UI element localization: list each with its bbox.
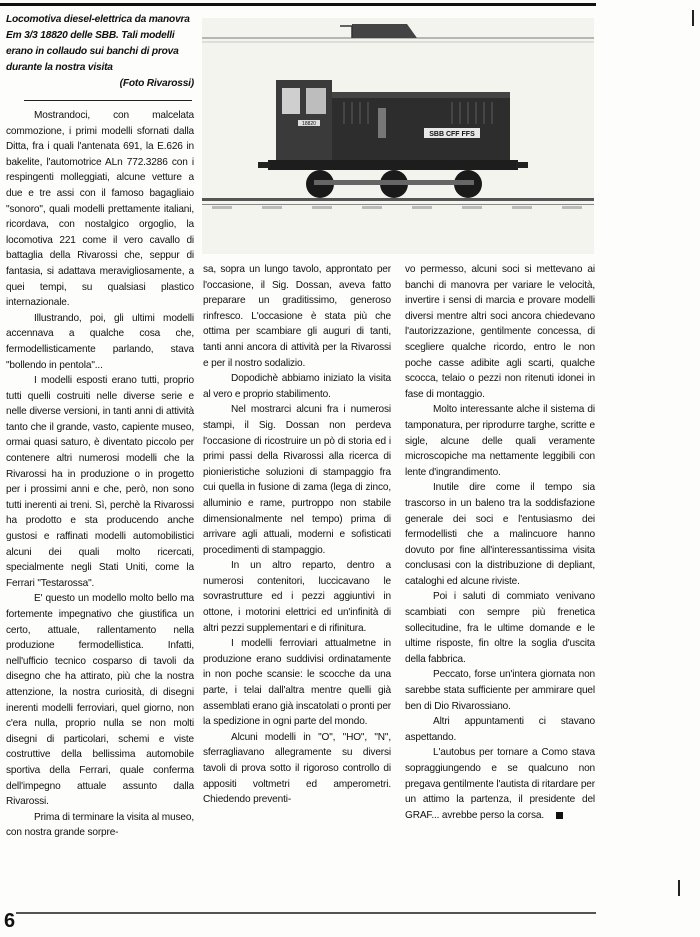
paragraph: Alcuni modelli in "O", "HO", "N", sferragliavano allegramente su diversi tavoli di prova sotto il rigoroso controllo di appositi voltmetri ed amperometri. Chiedendo preventi-: [203, 731, 391, 806]
page-number: 6: [4, 910, 16, 932]
paragraph: Prima di terminare la visita al museo, con nostra grande sorpre-: [6, 811, 194, 839]
paragraph: sa, sopra un lungo tavolo, approntato per l'occasione, il Sig. Dossan, aveva fatto preparare un graditissimo, generoso rinfresco. L'occasione è stata più che ottima per scambiare gli auguri di tanti, tanti anni ancora di attività per la Rivarossi e per il nostro sodalizio.: [203, 264, 391, 369]
paragraph: I modelli ferroviari attualmetne in produzione erano suddivisi ordinatamente in non poche scansie: le scocche da una parte, i telai dall'altra mentre quelli già assemblati erano già inscatolati o pronti per la spedizione in ogni parte del mondo.: [203, 638, 391, 728]
end-of-article-mark: [556, 812, 563, 819]
paragraph: Nel mostrarci alcuni fra i numerosi stampi, il Sig. Dossan non perdeva l'occasione di ricostruire un pò di storia ed i primi passi della Rivarossi alla ricerca di pionieristiche soluzioni di stampaggio fra cui quella in fusione di zama (lega di zinco, alluminio e rame, purtroppo non stabile dimensionalmente nel tempo) prima di arrivare agli attuali, moderni e sofisticati procedimenti di stampaggio.: [203, 404, 391, 556]
paragraph: E' questo un modello molto bello ma fortemente impegnativo che giustifica un certo, attuale, rallentamento nella produzione fermodellistica. Infatti, nell'ufficio tecnico cosparso di tavoli da disegno che ha attirato, più che la nostra attenzione, la nostra curiosità, di disegni inerenti modelli ferroviari, quel giorno, non c'era nulla, proprio nulla se non molti disegni di particolari, schemi e viste costruttive della bellissima automobile sportiva della Ferrari, quale conferma dell'impegno attuale assunto dalla Rivarossi.: [6, 593, 194, 808]
paragraph: Dopodichè abbiamo iniziato la visita al vero e proprio stabilimento.: [203, 373, 391, 400]
locomotive-photo: [202, 18, 594, 254]
text-column-1: [6, 108, 194, 841]
top-rule: [0, 3, 596, 6]
paragraph: In un altro reparto, dentro a numerosi contenitori, luccicavano le sovrastrutture ed i pezzi aggiuntivi in ottone, i motorini elettrici ed un'infinità di altri pezzi supplementari e di rifinitura.: [203, 560, 391, 634]
paragraph: vo permesso, alcuni soci si mettevano ai banchi di manovra per variare le velocità, invertire i sensi di marcia e provare modelli diversi mentre altri soci ancora chiedevano l'autorizzazione, gentilmente concessa, di scegliere qualche ricordo, entro le non poche casse adibite agli scarti, qualche scocca, telaio o pezzi non ritenuti idonei in fase di montaggio.: [405, 264, 595, 400]
text-column-2: [203, 262, 391, 808]
scan-edge-mark: [692, 10, 694, 26]
paragraph: Illustrando, poi, gli ultimi modelli accennava a qualche cosa che, fermodellisticamente parlando, stava "bollendo in pentola"...: [6, 312, 194, 371]
caption-text: Locomotiva diesel-elettrica da manovra Em 3/3 18820 delle SBB. Tali modelli erano in collaudo sui banchi di prova durante la nostra visita: [6, 14, 190, 73]
paragraph-text: L'autobus per tornare a Como stava sopraggiungendo e se qualcuno non pregava gentilmente l'autista di ritardare per un attimo la partenza, il presidente del GRAF... avrebbe perso la corsa.: [405, 747, 595, 821]
locomotive-illustration: [202, 18, 594, 254]
paragraph: Altri appuntamenti ci stavano aspettando.: [405, 716, 595, 743]
side-lettering: SBB CFF FFS: [429, 131, 475, 138]
paragraph: Poi i saluti di commiato venivano scambiati con sempre più frenetica sollecitudine, fra le ultime domande e le ultime risposte, fin oltre la soglia d'uscita della fabbrica.: [405, 591, 595, 665]
text-column-3: [405, 262, 595, 823]
bottom-rule: [16, 912, 596, 914]
paragraph: Inutile dire come il tempo sia trascorso in un baleno tra la soddisfazione generale dei soci e l'entusiasmo dei fermodellisti che a malincuore hanno dovuto por fine all'interessantissima visita conclusasi con la distribuzione di depliant, cataloghi ed alcune riviste.: [405, 482, 595, 587]
paragraph: I modelli esposti erano tutti, proprio tutti quelli costruiti nelle diverse serie e nelle diverse versioni, in tanti anni di attività tanto che il grande, vasto, capiente museo, ormai quasi saturo, è diventato piccolo per contenere altri numerosi modelli che la Rivarossi ha in produzione o in progetto per i prossimi anni e che, però, non sono tutti inerenti ai treni. Sì, perchè la Rivarossi ha prodotto e sta producendo anche gustosi e raffinati modelli automobilistici alcuni dei quali molto ricercati, specialmente negli Stati Uniti, come la Ferrari "Testarossa".: [6, 375, 194, 589]
photo-caption: [6, 12, 194, 92]
photo-credit: (Foto Rivarossi): [119, 78, 194, 89]
caption-rule: [24, 100, 192, 101]
paragraph: Molto interessante alche il sistema di tamponatura, per riprodurre targhe, scritte e sigle, alcune delle quali veramente microscopiche ma nettamente leggibili con lente d'ingrandimento.: [405, 404, 595, 478]
last-paragraph: [405, 745, 595, 823]
paragraph: Peccato, forse un'intera giornata non sarebbe stata sufficiente per ammirare quel ben di Dio Rivarossiano.: [405, 669, 595, 712]
paragraph: Mostrandoci, con malcelata commozione, i primi modelli sfornati dalla Ditta, fra i quali l'antenata 691, la E.626 in bakelite, l'automotrice ALn 772.3286 con i respingenti molleggiati, alcune vetture a due e tre assi con il famoso bagagliaio "sonoro", quali modelli prettamente italiani, ricordava, con nostalgico orgoglio, la locomotiva 221 come il vero cavallo di battaglia della Rivarossi che, seppur di fantasia, si adattava meravigliosamente, a quei tempi, su qualsiasi plastico internazionale.: [6, 110, 194, 309]
cab-plate-text: 18820: [302, 121, 316, 127]
scan-edge-mark: [678, 880, 680, 896]
